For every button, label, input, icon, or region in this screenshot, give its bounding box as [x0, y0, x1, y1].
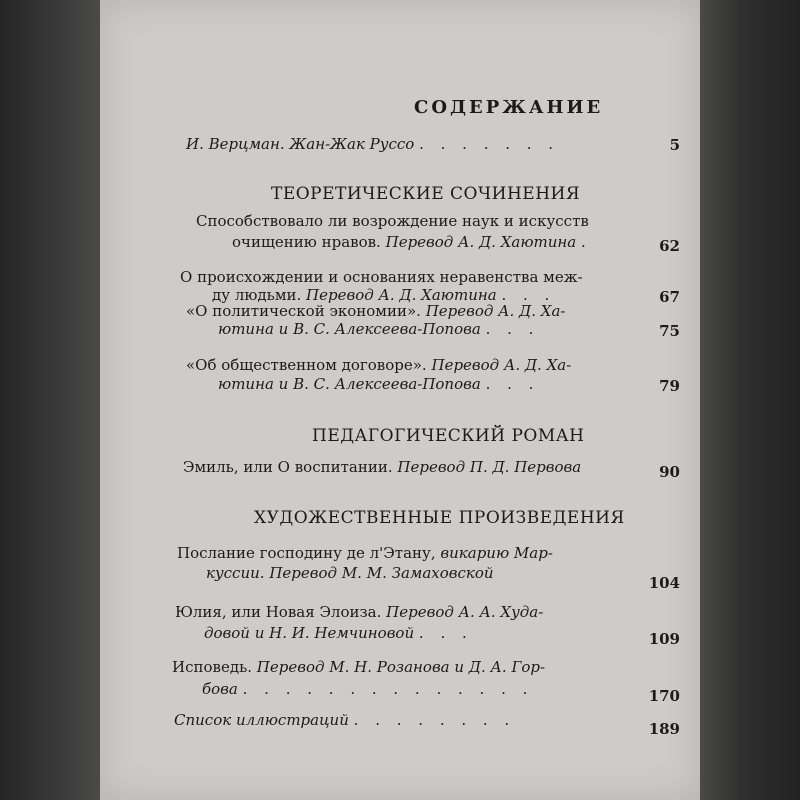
section-heading-artistic: ХУДОЖЕСТВЕННЫЕ ПРОИЗВЕДЕНИЯ: [254, 508, 625, 528]
page-number: 5: [669, 136, 680, 154]
leader-dots: . . .: [485, 375, 540, 393]
leader-dots: . . .: [485, 320, 540, 338]
leader-dots: . . . . . . .: [419, 135, 560, 153]
page-edge-shadow: [700, 0, 800, 800]
section-heading-theoretical: ТЕОРЕТИЧЕСКИЕ СОЧИНЕНИЯ: [271, 184, 581, 204]
page-number: 90: [659, 463, 680, 481]
toc-entry-line[interactable]: [186, 356, 571, 374]
page-title: СОДЕРЖАНИЕ: [414, 97, 604, 118]
entry-translator: Перевод А. Д. Хаютина: [385, 233, 577, 251]
entry-translator: Перевод А. Д. Хаютина: [306, 286, 497, 304]
page-number: 79: [659, 377, 680, 395]
toc-entry-line[interactable]: [204, 624, 473, 642]
toc-entry-line[interactable]: [202, 680, 533, 698]
entry-translator: викарию Мар-: [440, 544, 553, 562]
entry-translator: куссии.: [206, 564, 265, 582]
page-number: 62: [659, 237, 680, 255]
entry-translator: Перевод А. Д. Ха-: [425, 302, 566, 320]
entry-translator: Перевод М. М. Замаховской: [269, 564, 494, 582]
toc-entry-illustrations[interactable]: [174, 711, 515, 729]
leader-dots: . . .: [501, 286, 556, 304]
page-number: 67: [659, 288, 680, 306]
leader-dots: .: [581, 233, 592, 251]
page-number: 109: [648, 630, 680, 648]
toc-entry-line[interactable]: Способствовало ли возрождение наук и искусств: [196, 212, 589, 230]
entry-translator: Перевод А. А. Худа-: [386, 603, 544, 621]
page-number: 170: [648, 687, 680, 705]
section-heading-pedagogical: ПЕДАГОГИЧЕСКИЙ РОМАН: [312, 426, 585, 446]
toc-entry-intro[interactable]: [186, 135, 559, 153]
page-number: 75: [659, 322, 680, 340]
page-number: 104: [648, 574, 680, 592]
entry-author: И. Верцман.: [186, 135, 285, 153]
toc-entry-line[interactable]: [186, 302, 565, 320]
toc-entry-line[interactable]: [175, 603, 543, 621]
leader-dots: . . .: [418, 624, 473, 642]
entry-text: Исповедь.: [172, 658, 253, 676]
page-number: 189: [648, 720, 680, 738]
toc-entry-line[interactable]: [218, 320, 539, 338]
toc-entry-line[interactable]: [232, 233, 592, 251]
toc-entry-line[interactable]: О происхождении и основаниях неравенства меж-: [180, 268, 583, 286]
leader-dots: . . . . . . . . . . . . . .: [242, 680, 534, 698]
entry-text: ду людьми.: [212, 286, 302, 304]
entry-translator: Перевод П. Д. Первова: [397, 458, 582, 476]
entry-translator: довой и Н. И. Немчиновой: [204, 624, 415, 642]
entry-text: «О политической экономии».: [186, 302, 421, 320]
entry-translator: Перевод А. Д. Ха-: [431, 356, 572, 374]
entry-text: Послание господину де л'Этану,: [177, 544, 436, 562]
entry-text: «Об общественном договоре».: [186, 356, 427, 374]
entry-text: очищению нравов.: [232, 233, 381, 251]
entry-translator: Перевод М. Н. Розанова и Д. А. Гор-: [256, 658, 546, 676]
toc-entry-line[interactable]: [206, 564, 494, 582]
entry-text: Юлия, или Новая Элоиза.: [175, 603, 382, 621]
entry-translator: ютина и В. С. Алексеева-Попова: [218, 375, 481, 393]
toc-entry-line[interactable]: [172, 658, 545, 676]
entry-title: Жан-Жак Руссо: [289, 135, 415, 153]
toc-entry-line[interactable]: [218, 375, 539, 393]
toc-entry-line[interactable]: [183, 458, 581, 476]
entry-title: Список иллюстраций: [174, 711, 349, 729]
toc-entry-line[interactable]: [177, 544, 553, 562]
entry-translator: ютина и В. С. Алексеева-Попова: [218, 320, 481, 338]
leader-dots: . . . . . . . .: [353, 711, 516, 729]
entry-text: Эмиль, или О воспитании.: [183, 458, 393, 476]
entry-translator: бова: [202, 680, 238, 698]
book-spine-shadow: [0, 0, 100, 800]
